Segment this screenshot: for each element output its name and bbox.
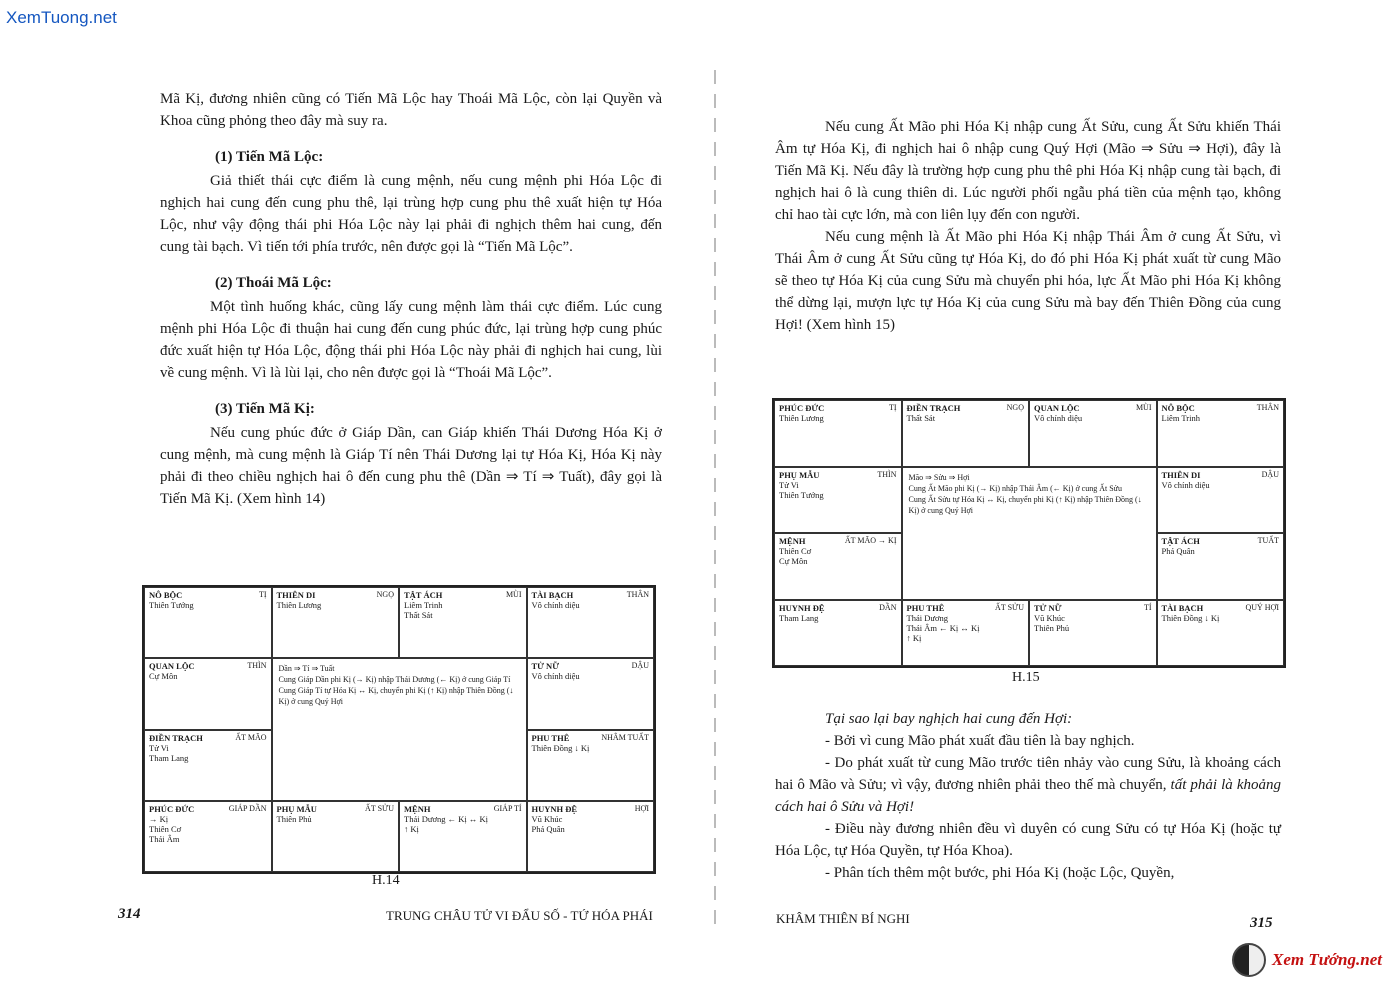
star-name: Phá Quân: [1161, 546, 1195, 556]
palace-name: ĐIỀN TRẠCH: [149, 732, 203, 743]
star-name: Thiên Cơ: [149, 823, 182, 834]
star-name: Vô chính diệu: [531, 600, 580, 610]
caption-h14: H.14: [372, 873, 400, 888]
left-footer: [118, 906, 653, 923]
star-name: Thiên Lương: [276, 600, 322, 610]
palace-cell: [272, 801, 400, 872]
palace-branch: NHÂM TUẤT: [601, 732, 649, 742]
palace-name: PHỤ MẪU: [276, 803, 317, 814]
star-name: Thiên Phủ: [1034, 622, 1070, 633]
star-name: Tử Vi: [149, 742, 169, 753]
palace-cell: [399, 587, 527, 658]
palace-branch: DẦN: [879, 602, 897, 612]
palace-name: PHU THÊ: [531, 732, 570, 743]
palace-name: PHỤ MẪU: [779, 469, 820, 480]
chart-h14: [142, 585, 656, 874]
palace-name: NÔ BỘC: [149, 590, 183, 600]
running-head-left: TRUNG CHÂU TỬ VI ĐẨU SỐ - TỨ HÓA PHÁI: [386, 908, 653, 923]
star-name: Tham Lang: [779, 612, 819, 623]
palace-cell: [144, 801, 272, 872]
star-name: ↑ Kị: [404, 823, 419, 834]
palace-branch: TỊ: [888, 403, 897, 412]
palace-cell: [774, 600, 902, 667]
palace-branch: TÍ: [1143, 602, 1152, 612]
palace-cell: [1157, 533, 1285, 600]
paragraph-thoai-ma-loc: Một tình huống khác, cũng lấy cung mệnh làm thái cực điểm. Lúc cung mệnh phi Hóa Lộc đi thuận hai cung đến cung phúc đức, lại trùng hợp cung phúc đức xuất hiện tự Hóa Lộc, động thái phi Hóa Lộc này phải đi nghịch hai cung, lùi về cung mệnh. Vì là lùi lại, cho nên được gọi là “Thoái Mã Lộc”.: [160, 299, 662, 381]
palace-branch: MÙI: [505, 590, 522, 599]
star-name: ↑ Kị: [906, 632, 922, 643]
page-number-left: 314: [118, 906, 141, 922]
palace-name: PHÚC ĐỨC: [779, 403, 825, 413]
star-name: Thái Âm: [149, 833, 180, 844]
right-paragraph-2: Nếu cung mệnh là Ất Mão phi Hóa Kị nhập Thái Âm ở cung Ất Sửu, vì Thái Âm ở cung Ất Sửu cũng tự Hóa Kị, do đó phi Hóa Kị phát xuất từ cung Mão sẽ theo tự Hóa Kị của cung Sửu mà chuyển phi hóa, lực Ất Mão phi Hóa Kị không thể dừng lại, mượn lực tự Hóa Kị của cung Sửu mà bay đến Thiên Đồng của cung Hợi! (Xem hình 15): [775, 229, 1281, 333]
right-paragraph-1: Nếu cung Ất Mão phi Hóa Kị nhập cung Ất Sửu, cung Ất Sửu khiến Thái Âm tự Hóa Kị, đi nghịch hai ô nhập cung Quý Hợi (Mão ⇒ Sửu ⇒ Hợi), đây là Tiến Mã Kị. Nếu đây là trường hợp cung phu thê phi Hóa Kị nhập cung tài bạch, đi nghịch hai ô là cung thiên di. Lúc người phối ngẫu phá tiền của mệnh tạo, không chỉ hao tài cực lớn, mà con liên lụy đến con người.: [775, 119, 1281, 223]
star-name: Thất Sát: [404, 610, 433, 620]
right-page-text: [775, 116, 1281, 336]
center-note-line: Cung Giáp Dần phi Kị (→ Kị) nhập Thái Dương (← Kị) ở cung Giáp Tí: [278, 675, 511, 685]
star-name: Tham Lang: [149, 752, 189, 763]
palace-cell: [1157, 467, 1285, 534]
center-note-line: Dần ⇒ Tí ⇒ Tuất: [278, 664, 335, 674]
star-name: Vô chính diệu: [1161, 479, 1210, 490]
palace-cell: [527, 587, 655, 658]
star-name: Thiên Đồng ↓ Kị: [1161, 612, 1220, 623]
palace-name: PHU THÊ: [906, 602, 945, 613]
heading-tien-ma-loc: (1) Tiến Mã Lộc:: [215, 149, 324, 165]
palace-name: ĐIỀN TRẠCH: [906, 403, 961, 413]
star-name: Thiên Đồng ↓ Kị: [531, 742, 590, 753]
palace-branch: TỊ: [258, 590, 267, 599]
paragraph-tien-ma-ki: Nếu cung phúc đức ở Giáp Dần, can Giáp khiến Thái Dương Hóa Kị ở cung mệnh, mà cung mệnh là Giáp Tí nên Thái Dương lại tự Hóa Kị, Hóa Kị này phải đi theo chiều nghịch hai ô đến cung phu thê (Dần ⇒ Tí ⇒ Tuất), đây gọi là Tiến Mã Kị. (Xem hình 14): [160, 425, 662, 507]
star-name: Vũ Khúc: [531, 813, 563, 824]
logo-text: Xem Tướng.net: [1272, 950, 1382, 969]
palace-branch: GIÁP TÍ: [493, 803, 522, 813]
palace-name: TÀI BẠCH: [1161, 602, 1204, 613]
palace-cell: [144, 658, 272, 729]
palace-name: HUYNH ĐỆ: [779, 602, 825, 613]
palace-branch: NGỌ: [1006, 403, 1024, 412]
palace-cell: [1157, 400, 1285, 467]
bullet-4: - Phân tích thêm một bước, phi Hóa Kị (hoặc Lộc, Quyền,: [825, 865, 1175, 881]
palace-cell: [144, 587, 272, 658]
chart-center-note: [272, 658, 527, 801]
palace-branch: DẬU: [631, 661, 649, 671]
palace-branch: NGỌ: [376, 590, 394, 599]
palace-branch: QUÝ HỢI: [1245, 602, 1279, 612]
right-page-lower-text: [775, 708, 1281, 884]
palace-name: TẬT ÁCH: [404, 590, 443, 600]
bullet-2: [775, 752, 1281, 818]
palace-branch: ẤT MÃO: [235, 732, 267, 742]
palace-name: TẬT ÁCH: [1161, 536, 1200, 546]
heading-tien-ma-ki: (3) Tiến Mã Kị:: [215, 401, 315, 417]
palace-name: PHÚC ĐỨC: [149, 803, 195, 814]
star-name: Thiên Lương: [779, 413, 824, 423]
star-name: Liêm Trinh: [404, 600, 443, 610]
right-footer: [776, 911, 1276, 931]
palace-cell: [272, 587, 400, 658]
star-name: Thái Âm ← Kị ↔ Kị: [906, 622, 980, 633]
paragraph-tien-ma-loc: Giả thiết thái cực điểm là cung mệnh, nếu cung mệnh phi Hóa Lộc đi nghịch hai cung đến cung phu thê, lại trùng hợp cung phu thê xuất hiện tự Hóa Lộc, như vậy động thái phi Hóa Lộc này lại phải đi nghịch thêm hai cung, đến cung tài bạch. Vì tiến tới phía trước, nên được gọi là “Tiến Mã Lộc”.: [160, 173, 662, 255]
palace-branch: THÂN: [1256, 403, 1279, 412]
star-name: Thiên Tướng: [779, 489, 824, 500]
watermark-logo[interactable]: [1232, 940, 1392, 980]
palace-name: THIÊN DI: [276, 590, 316, 600]
question-title: Tại sao lại bay nghịch hai cung đến Hợi:: [825, 711, 1073, 727]
center-note-line: Cung Giáp Tí tự Hóa Kị ↔ Kị, chuyển phi Kị (↑ Kị) nhập Thiên Đồng (↓ Kị) ở cung Quý Hợi: [278, 686, 514, 707]
star-name: Thái Dương: [906, 612, 948, 623]
palace-cell: [774, 467, 902, 534]
watermark-top[interactable]: XemTuong.net: [6, 8, 117, 27]
heading-thoai-ma-loc: (2) Thoái Mã Lộc:: [215, 275, 332, 291]
intro-paragraph: Mã Kị, đương nhiên cũng có Tiến Mã Lộc hay Thoái Mã Lộc, còn lại Quyền và Khoa cũng phỏng theo đây mà suy ra.: [160, 91, 662, 129]
bullet-3: - Điều này đương nhiên đều vì duyên có cung Sửu có tự Hóa Kị (hoặc tự Hóa Lộc, tự Hóa Quyền, tự Hóa Khoa).: [775, 821, 1281, 859]
palace-cell: [1029, 600, 1157, 667]
palace-branch: TUẤT: [1257, 536, 1279, 545]
chart-h15: [772, 398, 1286, 668]
center-note-line: Cung Ất Mão phi Kị (→ Kị) nhập Thái Âm (← Kị) ở cung Ất Sửu: [908, 483, 1123, 493]
yin-yang-icon: [1232, 943, 1266, 977]
star-name: Thái Dương ← Kị ↔ Kị: [404, 813, 488, 824]
palace-cell: [902, 400, 1030, 467]
star-name: Vũ Khúc: [1034, 612, 1065, 623]
palace-name: NÔ BỘC: [1161, 403, 1195, 413]
star-name: Thiên Phủ: [276, 813, 312, 824]
palace-cell: [902, 600, 1030, 667]
palace-name: TỬ NỮ: [531, 661, 559, 672]
palace-cell: [399, 801, 527, 872]
palace-name: TỬ NỮ: [1034, 602, 1062, 613]
palace-name: MỆNH: [404, 803, 431, 814]
chart-center-note: [902, 467, 1157, 600]
palace-branch: DẬU: [1261, 469, 1279, 479]
star-name: Thất Sát: [906, 413, 936, 423]
page-number-right: 315: [1250, 915, 1273, 931]
palace-branch: MÙI: [1135, 403, 1152, 412]
star-name: Thiên Cơ: [779, 546, 812, 556]
palace-cell: [527, 658, 655, 729]
palace-cell: [527, 730, 655, 801]
star-name: Liêm Trinh: [1161, 413, 1200, 423]
palace-branch: GIÁP DẦN: [228, 803, 267, 813]
book-spine: [714, 70, 716, 930]
star-name: Thiên Tướng: [149, 600, 194, 610]
center-note-line: Cung Ất Sửu tự Hóa Kị ↔ Kị, chuyển phi Kị (↑ Kị) nhập Thiên Đồng (↓ Kị) ở cung Quý Hợi: [908, 494, 1142, 515]
star-name: Phá Quân: [531, 823, 565, 834]
palace-name: THIÊN DI: [1161, 469, 1201, 480]
palace-cell: [774, 533, 902, 600]
palace-branch: THÂN: [626, 590, 649, 599]
palace-cell: [1029, 400, 1157, 467]
palace-branch: HỢI: [634, 803, 649, 813]
palace-cell: [527, 801, 655, 872]
palace-branch: ẤT MÃO → KỊ: [844, 536, 897, 545]
star-name: Cự Môn: [779, 556, 808, 566]
palace-name: MỆNH: [779, 536, 806, 546]
center-note-line: Mão ⇒ Sửu ⇒ Hợi: [908, 472, 970, 482]
palace-name: QUAN LỘC: [149, 661, 195, 672]
star-name: → Kị: [149, 813, 169, 824]
caption-h15: H.15: [1012, 670, 1040, 685]
running-head-right: KHÂM THIÊN BÍ NGHI: [776, 911, 910, 926]
palace-branch: ẤT SỬU: [365, 803, 394, 813]
palace-branch: ẤT SỬU: [995, 602, 1024, 612]
palace-name: QUAN LỘC: [1034, 403, 1080, 413]
star-name: Vô chính diệu: [531, 671, 580, 682]
bullet-1: - Bởi vì cung Mão phát xuất đầu tiên là bay nghịch.: [825, 733, 1135, 749]
star-name: Tử Vi: [779, 479, 799, 490]
bullet-2-text: - Do phát xuất từ cung Mão trước tiên nhảy vào cung Sửu, là khoảng cách hai ô Mão và Sửu; vì vậy, đương nhiên phải theo thế mà chuyển,: [775, 755, 1281, 793]
bullet-2-italic: tất phải là khoảng cách hai ô Sửu và Hợi!: [775, 777, 1281, 815]
star-name: Cự Môn: [149, 671, 178, 682]
palace-cell: [774, 400, 902, 467]
palace-cell: [1157, 600, 1285, 667]
left-page-text: [160, 88, 662, 510]
star-name: Vô chính diệu: [1034, 413, 1083, 423]
palace-branch: THÌN: [877, 469, 897, 479]
palace-name: TÀI BẠCH: [531, 590, 574, 600]
palace-cell: [144, 730, 272, 801]
palace-name: HUYNH ĐỆ: [531, 803, 578, 814]
palace-branch: THÌN: [247, 661, 267, 671]
